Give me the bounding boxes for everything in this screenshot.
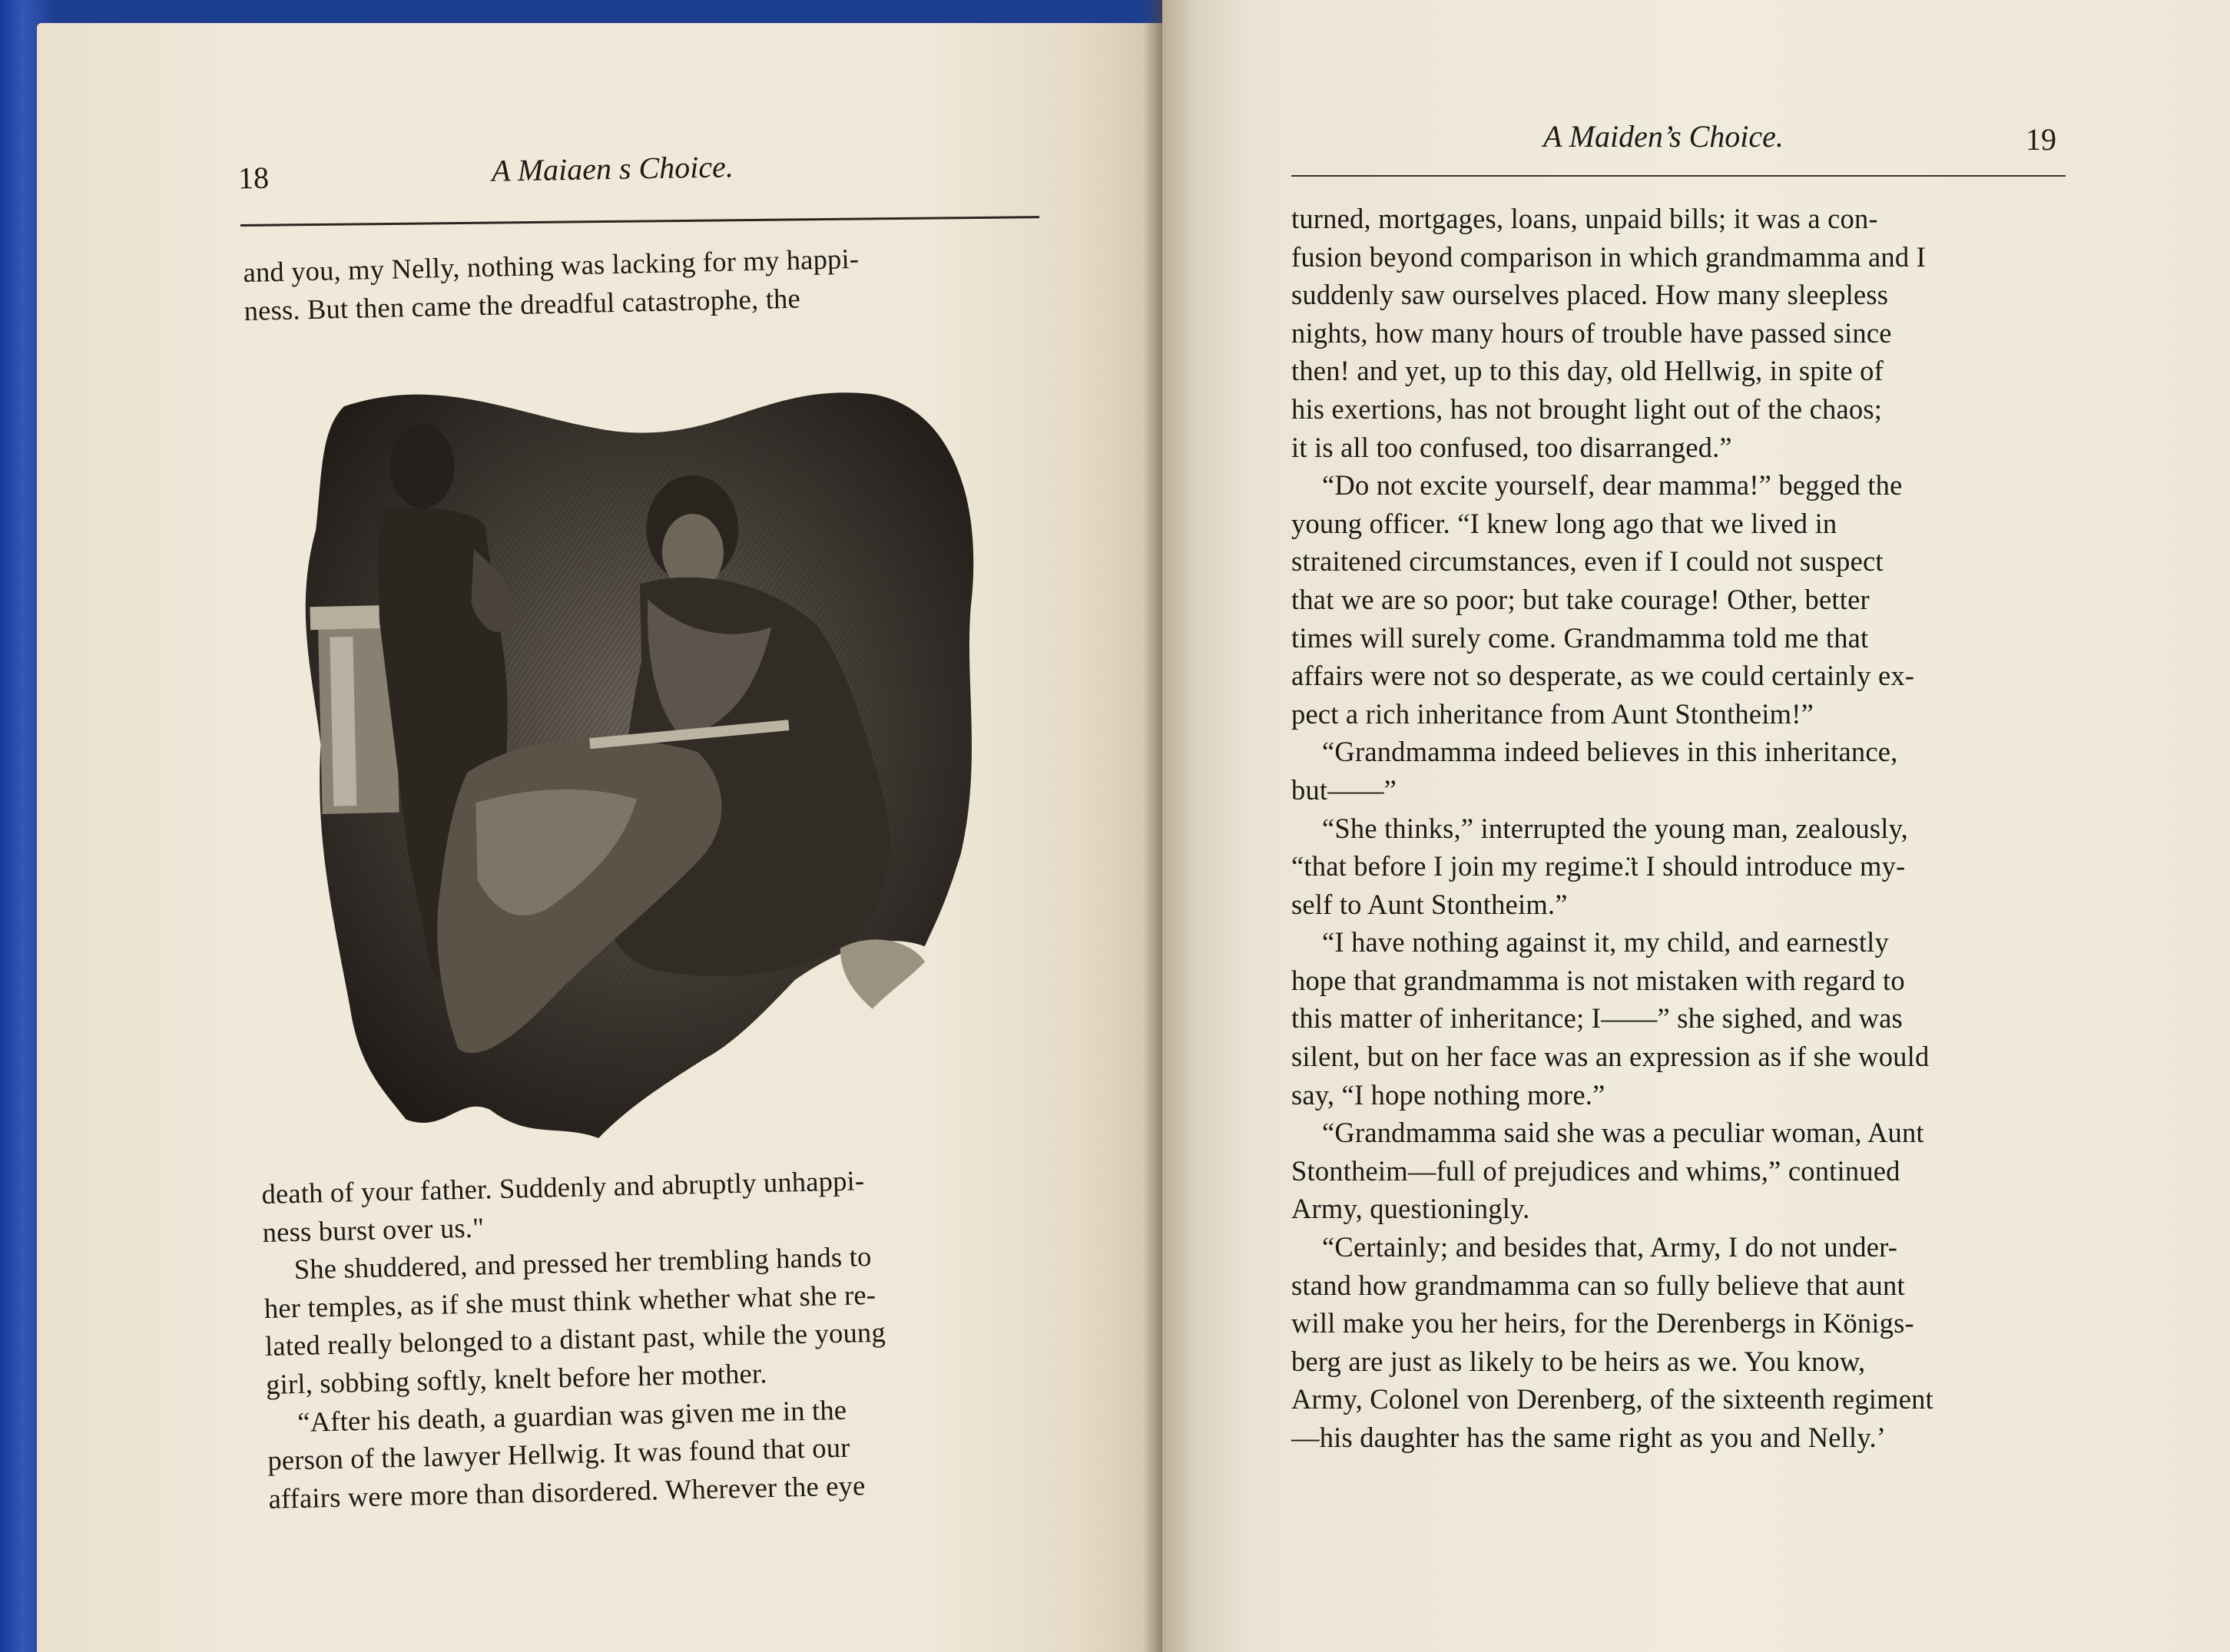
right-page <box>1162 0 2230 1652</box>
text-line: will make you her heirs, for the Derenbergs in Königs- <box>1291 1307 1914 1339</box>
illustration-engraving <box>290 360 1029 1152</box>
text-line: Army, questioningly. <box>1291 1193 1530 1225</box>
text-line: “I have nothing against it, my child, and earnestly <box>1322 926 1889 958</box>
text-line: say, “I hope nothing more.” <box>1291 1078 1605 1111</box>
text-line: affairs were more than disordered. Wherever the eye <box>268 1469 866 1515</box>
text-line: her temples, as if she must think whether what she re- <box>263 1278 876 1324</box>
text-line: Stontheim—full of prejudices and whims,” continued <box>1291 1154 1900 1187</box>
text-line: his exertions, has not brought light out of the chaos; <box>1291 392 1883 425</box>
left-page <box>37 23 1162 1652</box>
text-line: “Certainly; and besides that, Army, I do not under- <box>1322 1231 1898 1263</box>
left-text-top <box>243 235 1045 329</box>
text-line: person of the lawyer Hellwig. It was found that our <box>267 1431 850 1477</box>
left-header-rule <box>240 216 1039 227</box>
text-line: girl, sobbing softly, knelt before her mother. <box>265 1357 768 1400</box>
text-line: young officer. “I knew long ago that we lived in <box>1291 507 1837 539</box>
text-line: ness burst over us." <box>262 1211 485 1248</box>
text-line: that we are so poor; but take courage! Other, better <box>1291 583 1870 615</box>
text-line: ness. But then came the dreadful catastrophe, the <box>244 282 801 326</box>
text-line: —his daughter has the same right as you and Nelly.’ <box>1291 1422 1887 1453</box>
text-line: “After his death, a guardian was given me in the <box>297 1393 847 1438</box>
text-line: death of your father. Suddenly and abruptly unhappi- <box>261 1164 865 1210</box>
text-line: silent, but on her face was an expression as if she would <box>1291 1041 1930 1073</box>
text-line: fusion beyond comparison in which grandmamma and I <box>1291 240 1926 273</box>
right-text-body <box>1291 200 2064 1457</box>
text-line: berg are just as likely to be heirs as we. You know, <box>1291 1345 1866 1377</box>
text-line: self to Aunt Stontheim.” <box>1291 888 1568 920</box>
text-line: “She thinks,” interrupted the young man, zealously, <box>1322 812 1908 844</box>
right-header-rule <box>1291 175 2066 177</box>
right-page-number: 19 <box>2026 122 2056 157</box>
text-line: “that before I join my regime.̈t I should introduce my- <box>1291 850 1906 882</box>
text-line: lated really belonged to a distant past, while the young <box>264 1316 886 1362</box>
text-line: turned, mortgages, loans, unpaid bills; it was a con- <box>1291 203 1878 234</box>
left-running-head: A Maiaen s Choice. <box>491 149 734 188</box>
text-line: “Grandmamma indeed believes in this inheritance, <box>1322 736 1898 768</box>
text-line: then! and yet, up to this day, old Hellwig, in spite of <box>1291 355 1884 387</box>
right-running-head: A Maiden’s Choice. <box>1543 119 1784 154</box>
left-text-bottom <box>261 1157 1068 1518</box>
text-line: stand how grandmamma can so fully believe that aunt <box>1291 1269 1905 1301</box>
text-line: She shuddered, and pressed her trembling hands to <box>293 1240 872 1286</box>
text-line: pect a rich inheritance from Aunt Stontheim!” <box>1291 697 1814 730</box>
text-line: it is all too confused, too disarranged.” <box>1291 431 1732 463</box>
text-line: times will surely come. Grandmamma told me that <box>1291 621 1869 654</box>
engraving-image <box>290 360 1029 1152</box>
text-line: Army, Colonel von Derenberg, of the sixteenth regiment <box>1291 1383 1933 1415</box>
text-line: this matter of inheritance; I——” she sighed, and was <box>1291 1002 1903 1035</box>
text-line: affairs were not so desperate, as we could certainly ex- <box>1291 660 1915 692</box>
text-line: straitened circumstances, even if I could not suspect <box>1291 545 1884 578</box>
text-line: nights, how many hours of trouble have passed since <box>1291 316 1892 349</box>
text-line: “Do not excite yourself, dear mamma!” begged the <box>1322 469 1903 502</box>
left-page-number: 18 <box>237 160 270 196</box>
text-line: “Grandmamma said she was a peculiar woman, Aunt <box>1322 1117 1924 1149</box>
text-line: hope that grandmamma is not mistaken with regard to <box>1291 964 1905 996</box>
text-line: but——” <box>1291 773 1397 806</box>
text-line: and you, my Nelly, nothing was lacking for my happi- <box>243 242 860 288</box>
text-line: suddenly saw ourselves placed. How many sleepless <box>1291 279 1889 311</box>
